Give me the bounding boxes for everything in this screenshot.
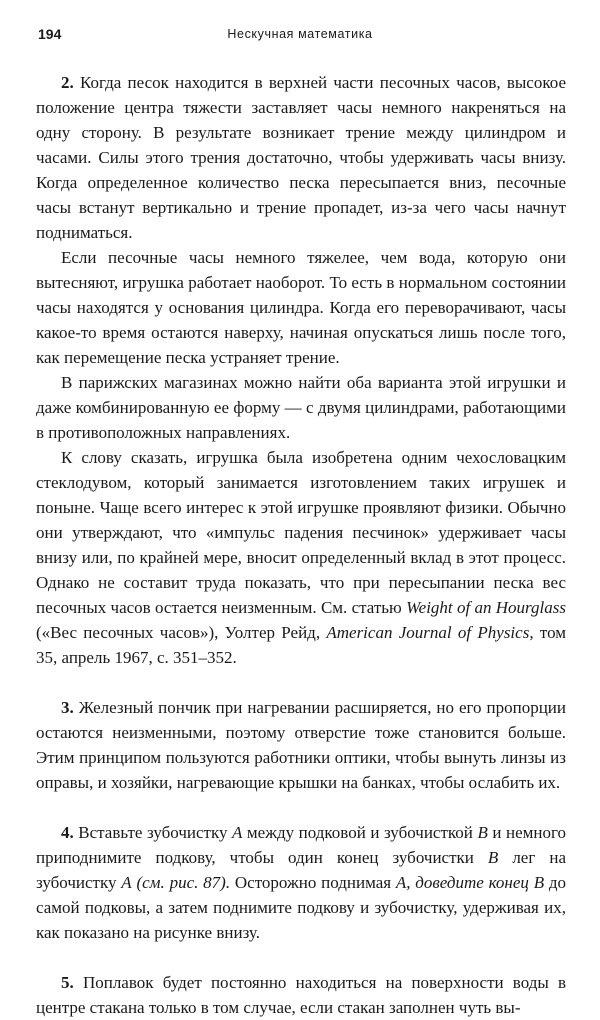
toothpick-b-label: B (487, 848, 499, 867)
toothpick-b-label: B (477, 823, 488, 842)
journal-title: American Journal of Physics, (326, 623, 534, 642)
answer-2-paragraph-2: Если песочные часы немного тяжелее, чем вода, которую они вытесняют, игрушка работает наоборот. То есть в нормальном состоянии часы находятся у основания цилиндра. Когда его переворачивают, часы какое-то время остаются наверху, начиная опускаться лишь после того, как перемещение песка устраняет трение. (36, 248, 566, 367)
answer-2-p4-text: К слову сказать, игрушка была изобретена одним чехословацким стеклодувом, который занимается изготовлением таких игрушек и поныне. Чаще всего интерес к этой игрушке проявляют физики. Обычно они утверждают, что «импульс падения песчинок» удерживает часы внизу или, по крайней мере, вносит определенный вклад в этот процесс. Однако не составит труда показать, что при пересыпании песка вес песочных часов остается неизменным. См. статью (36, 448, 566, 617)
answer-4-t1: Вставьте зубочистку (78, 823, 228, 842)
answer-2-paragraph-1 (36, 70, 566, 245)
toothpick-a-label: A (121, 873, 132, 892)
answer-4-t2: между подковой и зубочисткой (246, 823, 473, 842)
page-number: 194 (38, 26, 62, 42)
answer-2-text: Когда песок находится в верхней части песочных часов, высокое положение центра тяжести заставляет часы немного накреняться на одну сторону. В результате возникает трение между цилиндром и часами. Силы этого трения достаточно, чтобы удерживать часы внизу. Когда определенное количество песка пересыпается вниз, песочные часы встанут вертикально и трение пропадет, из-за чего часы начнут подниматься. (36, 73, 566, 242)
running-title: Нескучная математика (227, 27, 373, 41)
answer-5-paragraph (36, 970, 566, 1020)
answer-4-t3: и немного приподнимите подкову, чтобы один конец зубочистки (36, 823, 567, 867)
answer-3-paragraph (36, 695, 566, 795)
section-gap (36, 795, 566, 820)
answer-3-text: Железный пончик при нагревании расширяется, но его пропорции остаются неизменными, поэтому отверстие тоже становится больше. Этим принципом пользуются работники оптики, чтобы вынуть линзы из оправы, и хозяйки, нагревающие крышки на банках, чтобы ослабить их. (36, 698, 566, 792)
answer-4-t6: до самой подковы, а затем поднимите подкову и зубочистку, удерживая их, как показано на рисунке внизу. (36, 873, 567, 942)
figure-reference: (см. рис. 87). (136, 873, 231, 892)
toothpick-a-label: A (232, 823, 243, 842)
answer-4-paragraph (36, 820, 566, 945)
answer-4-t4: лег на зубочистку (36, 848, 566, 892)
section-gap (36, 945, 566, 970)
answer-2-number: 2. (61, 73, 74, 92)
answer-2-paragraph-3: В парижских магазинах можно найти оба варианта этой игрушки и даже комбинированную ее форму — с двумя цилиндрами, работающими в противоположных направлениях. (36, 373, 566, 442)
answer-4-number: 4. (61, 823, 74, 842)
answer-4-t5: Осторожно поднимая (234, 873, 392, 892)
answer-5-text: Поплавок будет постоянно находиться на поверхности воды в центре стакана только в том случае, если стакан заполнен чуть вы- (36, 973, 567, 1017)
answer-2-p4-end: том 35, апрель 1967, с. 351–352. (36, 623, 566, 667)
section-gap (36, 670, 566, 695)
page-body (36, 70, 566, 1020)
answer-2-paragraph-4 (36, 445, 566, 670)
article-title: Weight of an Hourglass (406, 598, 566, 617)
answer-4-italic-phrase: A, доведите конец B (395, 873, 545, 892)
answer-5-number: 5. (61, 973, 74, 992)
answer-3-number: 3. (61, 698, 74, 717)
answer-2-p4-mid: («Вес песочных часов»), Уолтер Рейд, (36, 623, 321, 642)
page-header (38, 26, 562, 46)
